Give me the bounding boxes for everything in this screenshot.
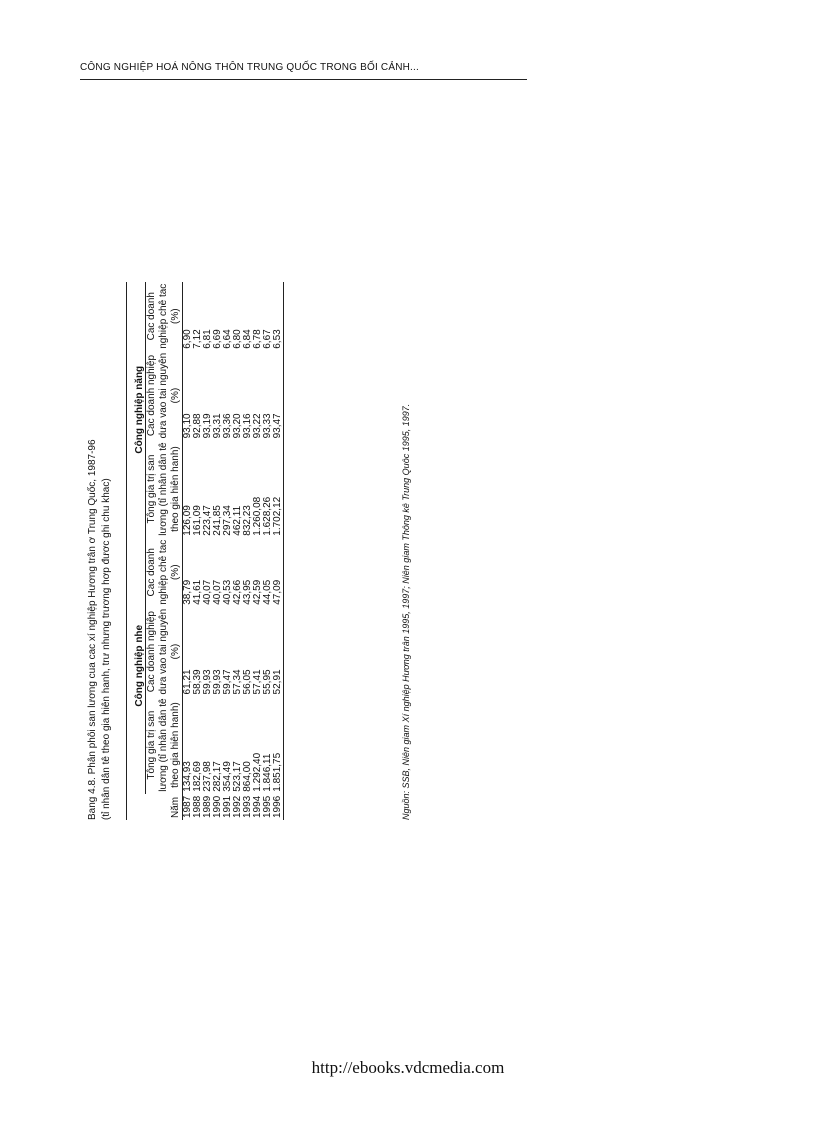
rotated-table-block	[86, 283, 426, 820]
col-heavy-resource: Cac doanh nghiệp dưa vao tai nguyên (%)	[146, 352, 181, 439]
col-year: Năm	[146, 794, 183, 820]
table-row: 1989 237,98 59,93 40,07 223,47 93,19 6,81	[202, 329, 213, 818]
header-spacer	[127, 794, 146, 820]
group-light-industry: Công nghiệp nhe	[127, 538, 146, 794]
table-caption	[86, 350, 114, 820]
table-row: 1993 864,00 56,05 43,95 832,23 93,16 6,84	[242, 329, 253, 818]
output-distribution-table	[126, 282, 284, 820]
source-label: Nguồn	[401, 793, 411, 820]
table-row: 1988 182,69 58,39 41,61 161,09 92,88 7,12	[192, 329, 203, 818]
col-heavy-output: Tông gia trị san lương (tỉ nhân dân tê theo gia hiên hanh)	[146, 442, 181, 536]
table-row: 1991 354,49 59,47 40,53 297,34 93,36 6,64	[222, 329, 233, 818]
col-light-processing: Cac doanh nghiệp chê tac (%)	[146, 539, 181, 605]
table-row: 1996 1.851,75 52,91 47,09 1.702,12 93,47 6,53	[273, 282, 284, 820]
table-row: 1987 134,93 61,21 38,79 126,09 93,10 6,90	[182, 329, 193, 818]
table-row: 1995 1.846,11 55,95 44,05 1.628,26 93,33 6,67	[262, 329, 273, 818]
caption-note: (tỉ nhân dân tê theo gia hiên hanh, trư nhưng trương hơp đươc ghi chu khac)	[101, 478, 112, 820]
source-text: : SSB, Niên giam Xí nghiệp Hương trân 1995, 1997; Niên giam Thông kê Trung Quôc 1995, 1997.	[401, 403, 411, 794]
table-row: 1992 523,17 57,34 42,66 462,11 93,20 6,80	[232, 329, 243, 818]
col-heavy-processing: Cac doanh nghiệp chê tac (%)	[146, 283, 181, 349]
group-heavy-industry: Công nghiệp năng	[127, 282, 146, 538]
col-light-resource: Cac doanh nghiệp dưa vao tai nguyên (%)	[146, 608, 181, 695]
footer-url: http://ebooks.vdcmedia.com	[311, 1058, 505, 1077]
running-header: CÔNG NGHIỆP HOÁ NÔNG THÔN TRUNG QUỐC TRONG BỐI CẢNH...	[80, 62, 419, 73]
table-row: 1994 1.292,40 57,41 42,59 1.260,08 93,22 6,78	[252, 329, 263, 818]
table-row: 1990 282,17 59,93 40,07 241,85 93,31 6,69	[212, 329, 223, 818]
header-rule	[80, 79, 527, 80]
col-light-output: Tông gia trị san lương (tỉ nhân dân tê theo gia hiên hanh)	[146, 698, 181, 792]
table-source-note	[401, 404, 411, 820]
caption-title: Bang 4.8. Phân phôi san lương cua cac xí nghiệp Hương trân ơ Trung Quốc, 1987-96	[87, 439, 98, 820]
